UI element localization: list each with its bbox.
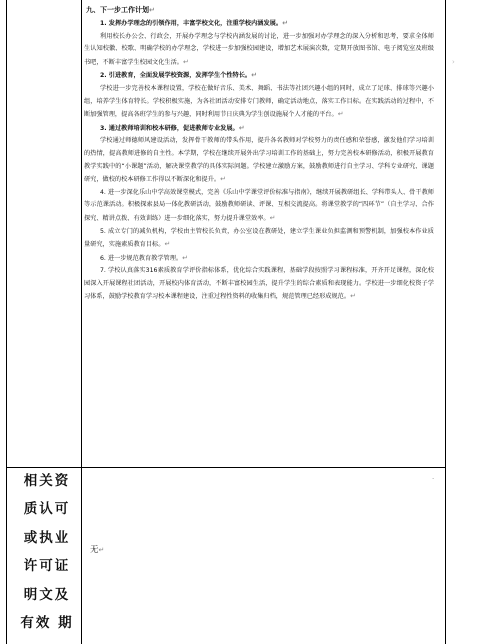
label-line: 质认可 (23, 501, 71, 518)
paragraph-mark: ↵ (337, 110, 344, 119)
table-border-left (6, 0, 7, 644)
plan-paragraph (84, 17, 434, 31)
paragraph-text: 5. 成立专门的减负机构，学校由主管校长负责，办公室设在教研处，建立学生课业负担监测和预警机制，加强校本作业质量研究，实施素质教育目标。 (84, 227, 434, 249)
plan-paragraph (84, 226, 434, 252)
qualification-value: 无↵ (90, 545, 105, 555)
paragraph-mark: ↵ (182, 253, 188, 262)
plan-paragraph (84, 265, 434, 304)
paragraph-mark: · (432, 475, 435, 483)
paragraph-text: 7. 学校认真落实316素质教育学评价指标体系，优化综合实践课程，基础学段按照学习课程标准，开齐开足课程，深化校园深入开展课程社团活动，开展校内体育活动，不断丰富校园生活，提升学生的综合素质和表现能力。学校进一步细化校资子学习体系，鼓励学校教育学习校本课程建设，注重过程性资料的收集归档，规范管理已经形成规范。 (84, 267, 434, 301)
paragraph-text: 3. 通过教师培训和校本研修，促进教师专业发展。 (100, 124, 239, 132)
margin-mark: › (452, 58, 455, 66)
paragraph-mark: ↵ (183, 57, 189, 66)
plan-paragraph (84, 135, 434, 186)
paragraph-text: 学校通过师德师风建设活动，发挥骨干教师的带头作用，提升各名教师对学校努力的责任感和荣誉感，激发他们学习培训的热情，提高教师进修的自主性。本学期，学校在继续开展外出学习培训工作的基础上，努力完善校本研修活动，积极开展教育教学实践中的“小课题”活动，解决课堂教学的具体实际问题。学校建立激励方案，鼓励教师进行自主学习、学科专业研究、课题研究，做校的校本研修工作得以不断深化和提升。 (84, 137, 434, 184)
paragraph-mark: ↵ (164, 240, 171, 249)
label-line: 有效 期 (20, 614, 74, 631)
paragraph-mark: ↵ (269, 213, 276, 222)
plan-paragraph (84, 252, 434, 266)
plan-paragraph (84, 31, 434, 70)
table-border-right (445, 0, 446, 644)
qualification-label (12, 468, 82, 638)
label-line: 明文及 (23, 586, 71, 603)
plan-paragraph (84, 83, 434, 122)
paragraph-mark: ↵ (251, 71, 257, 80)
paragraph-text: 学校进一步完善校本课程设置，学校在做好音乐、美术、舞蹈、书法等社团兴趣小组的同时，成立了足球、排球等兴趣小组，培养学生体育特长。学校积极实施，为各社团活动安排专门教师，确定活动地点，落实工作目标。在实践活动的过程中，不断加强管理，提高各班学生的参与兴趣，同时利用节日庆典为学生创设施展个人才能的平台。 (84, 84, 434, 119)
paragraph-mark: ↵ (282, 19, 288, 27)
plan-paragraph (84, 122, 434, 136)
paragraph-mark: ↵ (238, 123, 245, 132)
paragraph-text: 6. 进一步规范教育教学管理。 (100, 254, 183, 262)
plan-paragraph (84, 187, 434, 226)
paragraph-text: 利用校长办公会、行政会，开展办学理念与学校内涵发展的讨论，进一步加强对办学理念的深入分析和思考，要求全体师生认知校徽、校歌、明确学校的办学理念，学校进一步加强校园建设，增加艺术展演次数，定期开放图书馆、电子阅览室及班级书吧，不断丰富学生校园文化生活。 (84, 32, 434, 66)
label-line: 许可证 (23, 558, 71, 575)
paragraph-text: 1. 发挥办学理念的引领作用，丰富学校文化，注重学校内涵发展。 (100, 20, 283, 27)
label-line: 或执业 (23, 529, 71, 546)
paragraph-mark: ↵ (350, 292, 356, 301)
plan-paragraph (84, 69, 434, 83)
paragraph-text: 4. 进一步深化乐山中学高效课堂模式，完善《乐山中学课堂评价标准与指南》，继续开展教研组长、学科带头人、骨干教师等示范课活动。积极探索县局一体化教研活动，鼓励教师研读、评课、互相交流提高。将课堂教学的“四环节”（自主学习、合作探究、精讲点拨、有效训练）进一步细化落实，努力提升课堂效率。 (84, 188, 434, 222)
paragraph-mark: ↵ (220, 175, 226, 184)
paragraph-list (84, 17, 434, 304)
paragraph-text: 2. 引进教育，全面发展学校资源，发挥学生个性特长。 (100, 72, 252, 80)
label-line: 相关资 (23, 473, 71, 489)
section-heading: 九、下一步工作计划↵ (86, 6, 155, 14)
work-plan-section (84, 4, 434, 466)
